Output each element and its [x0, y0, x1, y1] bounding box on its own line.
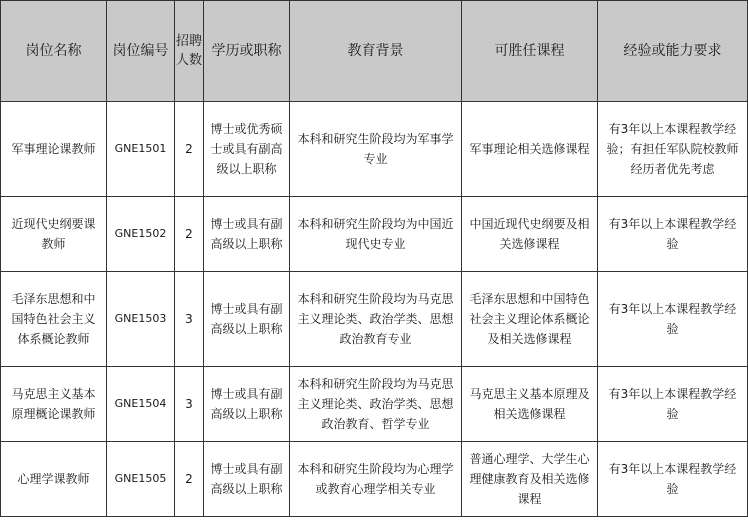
position-code-cell: GNE1502 — [107, 197, 175, 272]
education-cell: 本科和研究生阶段均为马克思主义理论类、政治学类、思想政治教育专业 — [290, 272, 462, 367]
experience-cell: 有3年以上本课程教学经验 — [598, 272, 748, 367]
table-row — [1, 197, 748, 272]
position-code-cell: GNE1501 — [107, 102, 175, 197]
position-name-cell: 军事理论课教师 — [1, 102, 107, 197]
header-courses: 可胜任课程 — [462, 1, 598, 102]
qualification-cell: 博士或具有副高级以上职称 — [204, 367, 290, 442]
header-education: 教育背景 — [290, 1, 462, 102]
headcount-cell: 3 — [175, 272, 204, 367]
headcount-cell: 2 — [175, 102, 204, 197]
table-row — [1, 442, 748, 517]
experience-cell: 有3年以上本课程教学经验；有担任军队院校教师经历者优先考虑 — [598, 102, 748, 197]
qualification-cell: 博士或优秀硕士或具有副高级以上职称 — [204, 102, 290, 197]
qualification-cell: 博士或具有副高级以上职称 — [204, 442, 290, 517]
header-position-name: 岗位名称 — [1, 1, 107, 102]
position-name-cell: 近现代史纲要课教师 — [1, 197, 107, 272]
position-code-cell: GNE1504 — [107, 367, 175, 442]
position-name-cell: 心理学课教师 — [1, 442, 107, 517]
header-position-code: 岗位编号 — [107, 1, 175, 102]
education-cell: 本科和研究生阶段均为军事学专业 — [290, 102, 462, 197]
qualification-cell: 博士或具有副高级以上职称 — [204, 197, 290, 272]
position-code-cell: GNE1503 — [107, 272, 175, 367]
education-cell: 本科和研究生阶段均为中国近现代史专业 — [290, 197, 462, 272]
table-row — [1, 367, 748, 442]
courses-cell: 马克思主义基本原理及相关选修课程 — [462, 367, 598, 442]
education-cell: 本科和研究生阶段均为心理学或教育心理学相关专业 — [290, 442, 462, 517]
header-row — [1, 1, 748, 102]
header-headcount: 招聘人数 — [175, 1, 204, 102]
position-code-cell: GNE1505 — [107, 442, 175, 517]
header-experience: 经验或能力要求 — [598, 1, 748, 102]
headcount-cell: 3 — [175, 367, 204, 442]
table-row — [1, 272, 748, 367]
headcount-cell: 2 — [175, 197, 204, 272]
experience-cell: 有3年以上本课程教学经验 — [598, 197, 748, 272]
courses-cell: 毛泽东思想和中国特色社会主义理论体系概论及相关选修课程 — [462, 272, 598, 367]
position-name-cell: 毛泽东思想和中国特色社会主义体系概论教师 — [1, 272, 107, 367]
table-row — [1, 102, 748, 197]
education-cell: 本科和研究生阶段均为马克思主义理论类、政治学类、思想政治教育、哲学专业 — [290, 367, 462, 442]
header-qualification: 学历或职称 — [204, 1, 290, 102]
courses-cell: 普通心理学、大学生心理健康教育及相关选修课程 — [462, 442, 598, 517]
courses-cell: 军事理论相关选修课程 — [462, 102, 598, 197]
qualification-cell: 博士或具有副高级以上职称 — [204, 272, 290, 367]
courses-cell: 中国近现代史纲要及相关选修课程 — [462, 197, 598, 272]
experience-cell: 有3年以上本课程教学经验 — [598, 367, 748, 442]
experience-cell: 有3年以上本课程教学经验 — [598, 442, 748, 517]
position-name-cell: 马克思主义基本原理概论课教师 — [1, 367, 107, 442]
headcount-cell: 2 — [175, 442, 204, 517]
